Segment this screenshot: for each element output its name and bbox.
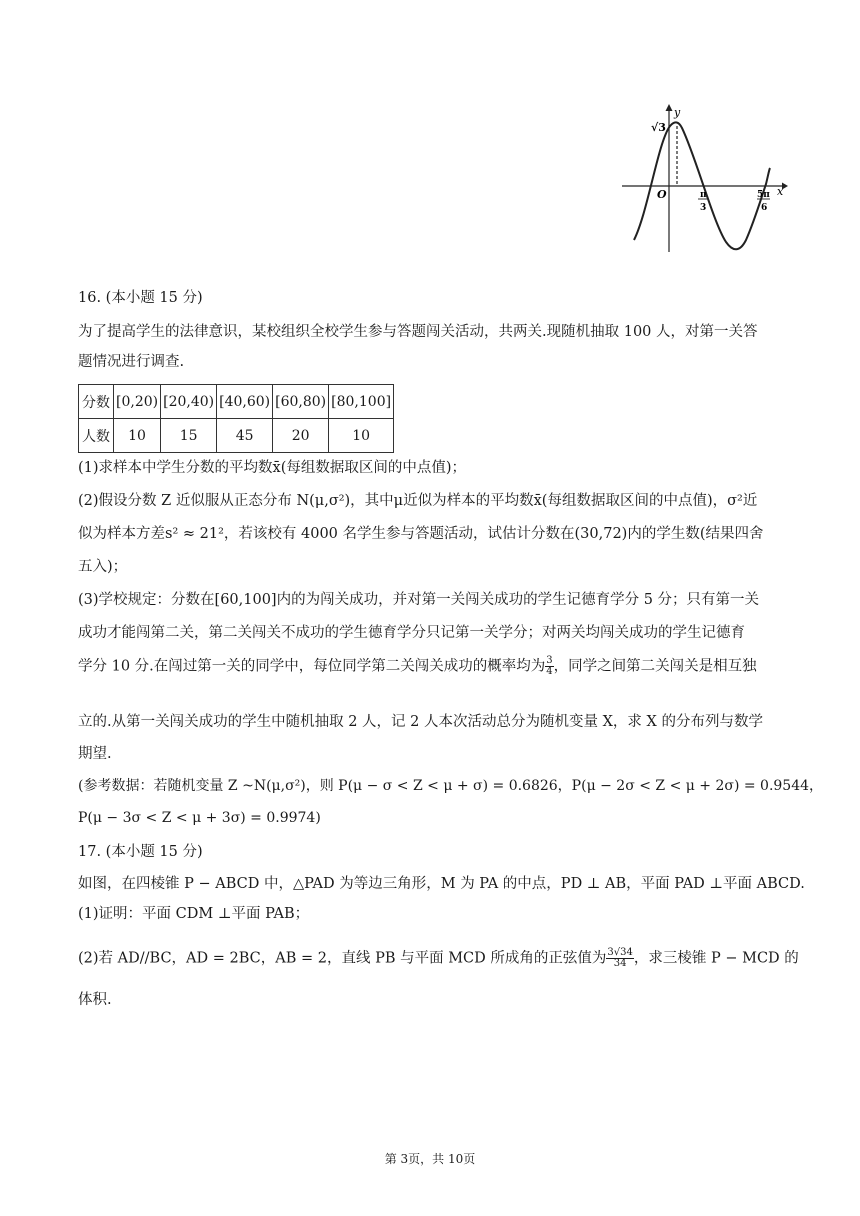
q16-reference-line1: (参考数据：若随机变量 Z ~N(μ,σ²)，则 P(μ − σ < Z < μ + σ) = 0.6826，P(μ − 2σ < Z < μ + 2σ) = 0.9544， <box>78 778 824 794</box>
origin-label: O <box>657 188 667 201</box>
sine-value-fraction <box>606 948 633 969</box>
q16-heading: 16. (本小题 15 分) <box>78 290 203 306</box>
fraction-denominator: 4 <box>546 666 553 677</box>
q16-intro-line2: 题情况进行调查. <box>78 354 185 370</box>
score-frequency-table <box>78 384 394 453</box>
q16-part2-line1: (2)假设分数 Z 近似服从正态分布 N(μ,σ²)，其中μ近似为样本的平均数x̄(每组数据取区间的中点值)，σ²近 <box>78 493 758 509</box>
q16-part3-line5: 期望. <box>78 746 112 762</box>
table-count-label: 人数 <box>79 419 114 453</box>
table-row-intervals <box>79 385 394 419</box>
table-row-counts <box>79 419 394 453</box>
tick-5pi-over-6-num: 5π <box>757 190 770 200</box>
fraction-numerator: 3√34 <box>607 947 633 958</box>
q16-part3-line3-start: 学分 10 分.在闯过第一关的同学中，每位同学第二关闯关成功的概率均为 <box>78 658 546 675</box>
q17-part2-end: ，求三棱锥 P − MCD 的 <box>633 950 799 967</box>
probability-fraction <box>545 656 553 677</box>
table-count-cell: 20 <box>273 419 329 453</box>
q16-intro-line1: 为了提高学生的法律意识，某校组织全校学生参与答题闯关活动，共两关.现随机抽取 100 人，对第一关答 <box>78 324 758 340</box>
table-count-cell: 15 <box>161 419 217 453</box>
q16-part3-line4: 立的.从第一关闯关成功的学生中随机抽取 2 人，记 2 人本次活动总分为随机变量 X，求 X 的分布列与数学 <box>78 714 763 730</box>
table-count-cell: 10 <box>114 419 161 453</box>
q16-part3-line3-end: ，同学之间第二关闯关是相互独 <box>553 658 757 675</box>
q17-intro: 如图，在四棱锥 P − ABCD 中，△PAD 为等边三角形，M 为 PA 的中点，PD ⊥ AB，平面 PAD ⊥平面 ABCD. <box>78 876 805 892</box>
table-interval-cell: [20,40) <box>161 385 217 419</box>
peak-value-label: √3 <box>651 121 666 134</box>
table-count-cell: 45 <box>217 419 273 453</box>
fraction-denominator: 34 <box>613 958 627 969</box>
x-axis-label: x <box>777 185 784 198</box>
q16-part3-line2: 成功才能闯第二关，第二关闯关不成功的学生德育学分只记第一关学分；对两关均闯关成功的学生记德育 <box>78 625 745 641</box>
q16-part2-line3: 五入)； <box>78 559 128 575</box>
q16-part3-line1: (3)学校规定：分数在[60,100]内的为闯关成功，并对第一关闯关成功的学生记德育学分 5 分；只有第一关 <box>78 592 760 608</box>
q17-part2-line1 <box>78 948 799 969</box>
table-count-cell: 10 <box>329 419 394 453</box>
q17-part2-line2: 体积. <box>78 992 112 1008</box>
page-footer: 第 3页，共 10页 <box>384 1152 476 1166</box>
q17-part2-start: (2)若 AD//BC，AD = 2BC，AB = 2，直线 PB 与平面 MCD 所成角的正弦值为 <box>78 950 607 967</box>
q16-reference-line2: P(μ − 3σ < Z < μ + 3σ) = 0.9974) <box>78 810 321 826</box>
q16-part1: (1)求样本中学生分数的平均数x̄(每组数据取区间的中点值)； <box>78 460 467 476</box>
table-interval-cell: [80,100] <box>329 385 394 419</box>
fraction-numerator: 3 <box>546 655 553 666</box>
table-interval-cell: [0,20) <box>114 385 161 419</box>
sine-graph <box>618 102 788 254</box>
table-interval-cell: [40,60) <box>217 385 273 419</box>
q17-heading: 17. (本小题 15 分) <box>78 844 203 860</box>
tick-5pi-over-6-den: 6 <box>761 203 768 213</box>
tick-pi-over-3-den: 3 <box>700 203 707 213</box>
tick-pi-over-3-num: π <box>700 190 707 200</box>
q16-part3-line3 <box>78 656 757 677</box>
q16-part2-line2: 似为样本方差s² ≈ 21²，若该校有 4000 名学生参与答题活动，试估计分数在(30,72)内的学生数(结果四舍 <box>78 526 764 542</box>
y-axis-label: y <box>674 106 681 119</box>
table-interval-cell: [60,80) <box>273 385 329 419</box>
table-header-label: 分数 <box>79 385 114 419</box>
y-axis-arrow <box>666 104 673 111</box>
q17-part1: (1)证明：平面 CDM ⊥平面 PAB； <box>78 906 310 922</box>
